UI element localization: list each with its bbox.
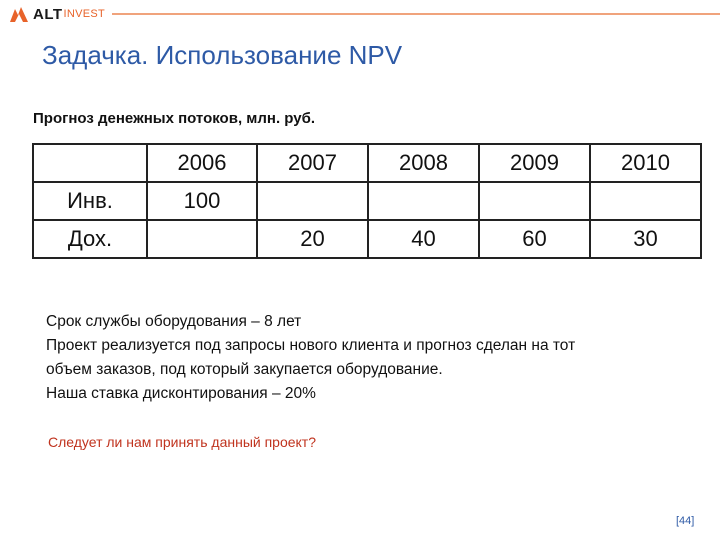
assumptions-text [46, 310, 575, 406]
header-cell-2010: 2010 [590, 144, 701, 182]
cash-flow-table [32, 143, 702, 259]
page-number: [44] [676, 515, 695, 527]
header-cell-2006: 2006 [147, 144, 257, 182]
note-line: Наша ставка дисконтирования – 20% [46, 385, 316, 402]
table-cell [590, 182, 701, 220]
table-header-row [33, 144, 701, 182]
logo-text-alt: ALT [33, 5, 63, 23]
note-line: объем заказов, под который закупается оборудование. [46, 361, 443, 378]
header-cell-empty [33, 144, 147, 182]
row-label-income: Дох. [33, 220, 147, 258]
table-cell: 40 [368, 220, 479, 258]
row-label-investment: Инв. [33, 182, 147, 220]
question-text: Следует ли нам принять данный проект? [48, 434, 317, 450]
header-divider [112, 13, 720, 15]
table-cell: 100 [147, 182, 257, 220]
logo-text-invest: INVEST [63, 8, 106, 20]
table-cell [479, 182, 590, 220]
table-cell [368, 182, 479, 220]
slide-title: Задачка. Использование NPV [42, 40, 403, 70]
table-cell [147, 220, 257, 258]
header-cell-2009: 2009 [479, 144, 590, 182]
table-cell: 60 [479, 220, 590, 258]
brand-logo [8, 5, 105, 23]
table-caption: Прогноз денежных потоков, млн. руб. [33, 110, 316, 127]
header-cell-2008: 2008 [368, 144, 479, 182]
table-cell: 30 [590, 220, 701, 258]
table-row-investment [33, 182, 701, 220]
table-cell [257, 182, 368, 220]
table-row-income [33, 220, 701, 258]
note-line: Проект реализуется под запросы нового клиента и прогноз сделан на тот [46, 337, 576, 354]
header-cell-2007: 2007 [257, 144, 368, 182]
table-cell: 20 [257, 220, 368, 258]
note-line: Срок службы оборудования – 8 лет [46, 313, 302, 330]
flame-logo-icon [8, 5, 30, 23]
